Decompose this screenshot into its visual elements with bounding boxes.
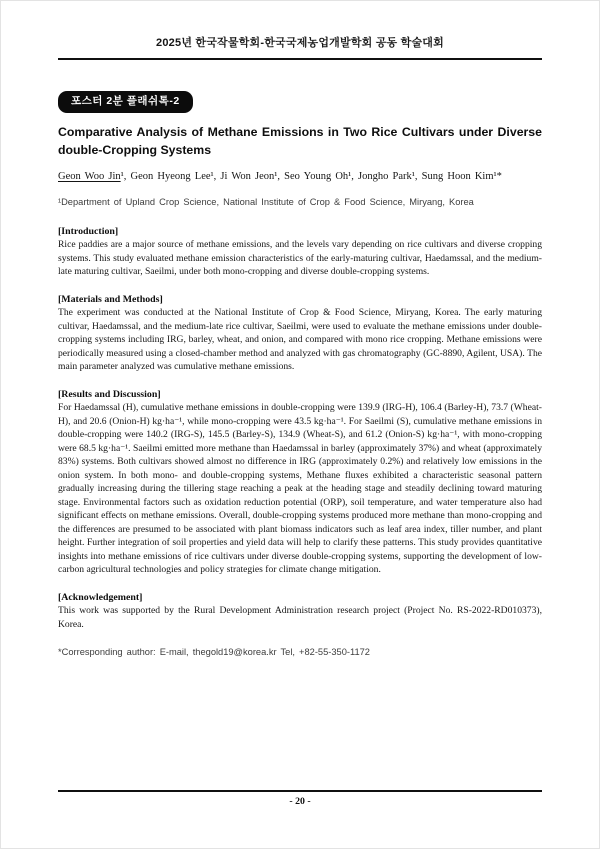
section-heading: [Materials and Methods] — [58, 293, 163, 305]
section-body: The experiment was conducted at the National Institute of Crop & Food Science, Miryang, Korea. The early maturing cultivar, Haedamssal, and the medium-late rice cultivar, Saeilmi, were used to evaluate the methane emissions under double-cropping systems including IRG, barley, wheat, and onion, and compared with mono rice cropping. Methane emissions were periodically measured using a closed-chamber method and analyzed with gas chromatography (GC-8890, Agilent, USA). The main parameter analyzed was cumulative methane emissions. — [58, 307, 542, 372]
section-acknowledgement — [58, 591, 542, 632]
authors-line — [58, 170, 542, 184]
conference-header: 2025년 한국작물학회-한국국제농업개발학회 공동 학술대회 — [156, 37, 444, 49]
session-badge: 포스터 2분 플래쉬톡-2 — [58, 91, 193, 113]
affiliation-line: ¹Department of Upland Crop Science, National Institute of Crop & Food Science, Miryang, Korea — [58, 196, 474, 207]
page-content — [1, 60, 599, 659]
section-body: Rice paddies are a major source of methane emissions, and the levels vary depending on rice cultivars and diverse cropping systems. This study evaluated methane emission characteristics of the early-maturing cultivar, Haedamssal, and the medium-late maturing cultivar, Saeilmi, under both mono-cropping and diverse double-cropping systems. — [58, 239, 542, 277]
page-number: - 20 - — [289, 796, 311, 807]
coauthors-text: ¹, Geon Hyeong Lee¹, Ji Won Jeon¹, Seo Young Oh¹, Jongho Park¹, Sung Hoon Kim¹* — [120, 170, 502, 182]
section-body: For Haedamssal (H), cumulative methane emissions in double-cropping were 139.9 (IRG-H), 106.4 (Barley-H), 73.7 (Wheat-H), and 20.6 (Onion-H) kg·ha⁻¹, while mono-cropping were 43.5 kg·ha⁻¹. For Saeilmi (S), cumulative methane emissions in double-cropping were 140.2 (IRG-S), 145.5 (Barley-S), 134.9 (Wheat-S), and 61.2 (Onion-S) kg·ha⁻¹, with mono-cropping were 68.5 kg·ha⁻¹. Saeilmi emitted more methane than Haedamssal in barley (approximately 37%) and wheat (approximately 83%) systems. Both cultivars showed almost no difference in IRG (approximately 0.2%) and relatively low emissions in the onion system. In both mono- and double-cropping systems, Methane fluxes exhibited a characteristic seasonal pattern gradually increasing during the tillering stage reaching a peak at the heading stage and steadily declining toward maturing stage. Environmental factors such as oxidation reduction potential (ORP), soil temperature, and water temperature also had significant effects on methane emissions. Overall, double-cropping systems produced more methane than mono-cropping and the differences are presumed to be associated with plant biomass indicators such as leaf area index, tiller number, and plant height. Further integration of soil properties and yield data will help to clarify these patterns. This study provides quantitative insights into methane emissions of rice cultivars under diverse double-cropping systems, supporting the development of low-carbon agricultural technologies and policy strategies for climate change mitigation. — [58, 402, 542, 575]
section-introduction — [58, 225, 542, 279]
section-heading: [Results and Discussion] — [58, 388, 161, 400]
section-materials-methods — [58, 293, 542, 374]
section-heading: [Acknowledgement] — [58, 591, 143, 603]
paper-title: Comparative Analysis of Methane Emissions in Two Rice Cultivars under Diverse double-Cropping Systems — [58, 124, 542, 157]
presenting-author-name: Geon Woo Jin — [58, 170, 121, 182]
page-footer — [58, 790, 542, 807]
corresponding-author-note: *Corresponding author: E-mail, thegold19@korea.kr Tel, +82-55-350-1172 — [58, 647, 370, 657]
section-heading: [Introduction] — [58, 225, 119, 237]
section-results-discussion — [58, 388, 542, 577]
footer-rule — [58, 790, 542, 792]
section-body: This work was supported by the Rural Development Administration research project (Project No. RS-2022-RD010373), Korea. — [58, 605, 542, 630]
